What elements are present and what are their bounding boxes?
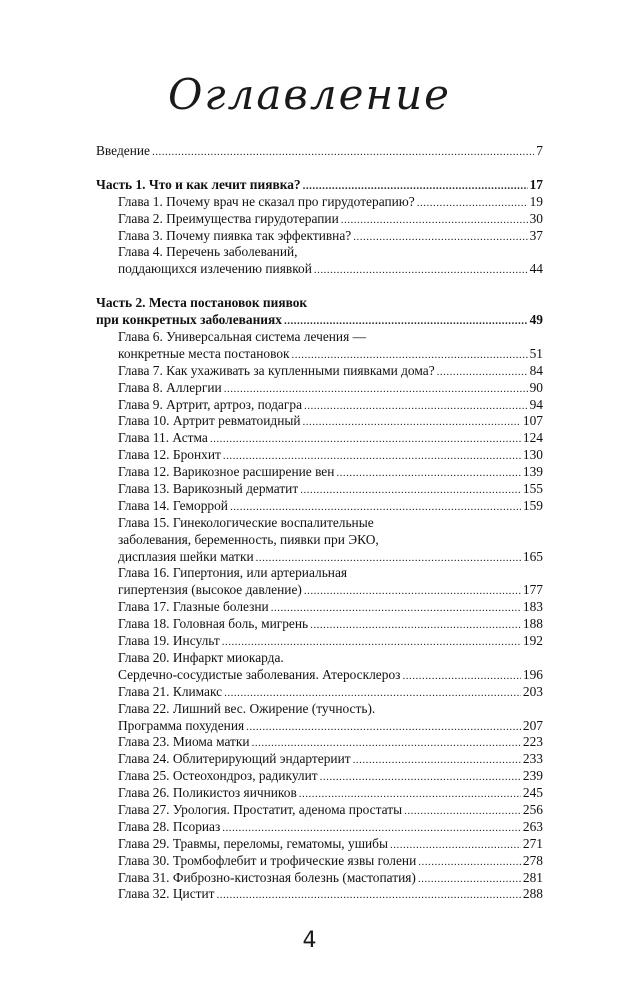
toc-entry-page: 44 xyxy=(529,261,543,277)
toc-entry-page: 192 xyxy=(522,633,543,649)
toc-chapter-entry xyxy=(96,498,543,515)
toc-entry-label: Глава 2. Преимущества гирудотерапии xyxy=(118,210,339,226)
toc-entry-label: Глава 21. Климакс xyxy=(118,683,223,699)
toc-chapter-entry xyxy=(96,397,543,414)
toc-chapter-entry xyxy=(96,515,543,532)
toc-chapter-entry xyxy=(96,734,543,751)
toc-dot-leader xyxy=(230,499,521,516)
toc-chapter-entry xyxy=(96,363,543,380)
toc-entry-page: 245 xyxy=(522,785,543,801)
toc-chapter-entry xyxy=(96,211,543,228)
toc-chapter-entry xyxy=(96,549,543,566)
toc-chapter-entry xyxy=(96,751,543,768)
toc-entry-label: Глава 8. Аллергии xyxy=(118,379,222,395)
toc-entry-page: 84 xyxy=(529,362,543,378)
toc-entry-page: 271 xyxy=(522,835,543,851)
toc-dot-leader xyxy=(224,381,528,398)
toc-entry-page: 183 xyxy=(522,599,543,615)
toc-entry-page: 17 xyxy=(529,176,543,192)
section-gap xyxy=(96,278,543,295)
toc-entry-page: 165 xyxy=(522,548,543,564)
toc-entry-page: 263 xyxy=(522,818,543,834)
toc-entry-label: Глава 12. Варикозное расширение вен xyxy=(118,464,335,480)
toc-entry-label: Глава 32. Цистит xyxy=(118,886,215,902)
toc-entry-page: 51 xyxy=(529,345,543,361)
toc-entry-label: при конкретных заболеваниях xyxy=(96,312,282,328)
section-gap xyxy=(96,160,543,177)
toc-entry-page: 207 xyxy=(522,717,543,733)
toc-entry-label: Введение xyxy=(96,143,150,158)
toc-entry-page: 90 xyxy=(529,379,543,395)
toc-dot-leader xyxy=(252,735,521,752)
toc-dot-leader xyxy=(310,617,521,634)
toc-entry-page: 130 xyxy=(522,447,543,463)
toc-entry-page: 177 xyxy=(522,582,543,598)
toc-chapter-entry xyxy=(96,464,543,481)
toc-part-entry xyxy=(96,295,543,312)
toc-entry-label: Глава 15. Гинекологические воспалительные xyxy=(118,514,374,530)
toc-dot-leader xyxy=(304,583,521,600)
toc-entry-page: 124 xyxy=(522,430,543,446)
toc-chapter-entry xyxy=(96,481,543,498)
toc-entry-label: Глава 27. Урология. Простатит, аденома простаты xyxy=(118,801,403,817)
toc-entry-label: Глава 28. Псориаз xyxy=(118,818,221,834)
toc-entry-label: Сердечно-сосудистые заболевания. Атеросклероз xyxy=(118,666,401,682)
toc-entry-page: 239 xyxy=(522,768,543,784)
toc-chapter-entry xyxy=(96,599,543,616)
toc-entry-label: Часть 2. Места постановок пиявок xyxy=(96,295,308,311)
toc-entry-label: Глава 7. Как ухаживать за купленными пиявками дома? xyxy=(118,362,435,378)
toc-chapter-entry xyxy=(96,718,543,735)
toc-entry-page: 233 xyxy=(522,751,543,767)
toc-entry-page: 7 xyxy=(536,143,543,158)
toc-dot-leader xyxy=(336,465,520,482)
toc-chapter-entry xyxy=(96,532,543,549)
toc-entry-label: Глава 25. Остеохондроз, радикулит xyxy=(118,768,318,784)
toc-chapter-entry xyxy=(96,853,543,870)
toc-dot-leader xyxy=(437,364,528,381)
toc-entry-label: Глава 16. Гипертония, или артериальная xyxy=(118,565,348,581)
toc-entry-page: 288 xyxy=(522,886,543,902)
toc-entry-page: 159 xyxy=(522,497,543,513)
toc-dot-leader xyxy=(152,144,534,161)
toc-chapter-entry xyxy=(96,447,543,464)
toc-dot-leader xyxy=(353,752,521,769)
toc-chapter-entry xyxy=(96,667,543,684)
toc-dot-leader xyxy=(303,414,521,431)
toc-entry-page: 278 xyxy=(522,852,543,868)
toc-dot-leader xyxy=(390,837,521,854)
toc-chapter-entry xyxy=(96,870,543,887)
toc-entry-page: 155 xyxy=(522,481,543,497)
toc-dot-leader xyxy=(284,313,528,330)
toc-part-entry xyxy=(96,177,543,194)
table-of-contents xyxy=(96,143,543,903)
toc-chapter-entry xyxy=(96,565,543,582)
toc-dot-leader xyxy=(418,854,521,871)
toc-entry-page: 30 xyxy=(529,210,543,226)
toc-part-entry xyxy=(96,312,543,329)
toc-entry-label: Глава 1. Почему врач не сказал про гирудотерапию? xyxy=(118,193,415,209)
toc-chapter-entry xyxy=(96,650,543,667)
toc-chapter-entry xyxy=(96,194,543,211)
toc-entry-label: Глава 29. Травмы, переломы, гематомы, ушибы xyxy=(118,835,388,851)
toc-chapter-entry xyxy=(96,582,543,599)
toc-dot-leader xyxy=(404,803,521,820)
toc-entry-page: 196 xyxy=(522,666,543,682)
toc-dot-leader xyxy=(353,229,527,246)
toc-entry-label: Глава 4. Перечень заболеваний, xyxy=(118,244,298,260)
toc-entry-page: 107 xyxy=(522,413,543,429)
toc-entry-page: 139 xyxy=(522,464,543,480)
toc-chapter-entry xyxy=(96,819,543,836)
toc-dot-leader xyxy=(222,634,521,651)
toc-entry-label: Глава 3. Почему пиявка так эффективна? xyxy=(118,227,352,243)
toc-chapter-entry xyxy=(96,684,543,701)
toc-chapter-entry xyxy=(96,802,543,819)
toc-dot-leader xyxy=(222,820,521,837)
toc-chapter-entry xyxy=(96,380,543,397)
toc-entry-label: Глава 19. Инсульт xyxy=(118,633,220,649)
toc-entry-label: Глава 13. Варикозный дерматит xyxy=(118,481,299,497)
toc-dot-leader xyxy=(217,887,521,904)
toc-entry-label: Глава 22. Лишний вес. Ожирение (тучность). xyxy=(118,700,376,716)
toc-chapter-entry xyxy=(96,346,543,363)
toc-entry-label: Глава 9. Артрит, артроз, подагра xyxy=(118,396,303,412)
toc-dot-leader xyxy=(417,195,528,212)
toc-dot-leader xyxy=(271,600,521,617)
toc-entry-page: 256 xyxy=(522,801,543,817)
toc-entry-label: заболевания, беременность, пиявки при ЭКО, xyxy=(118,531,379,547)
toc-entry-page: 203 xyxy=(522,683,543,699)
toc-dot-leader xyxy=(292,347,528,364)
toc-entry-label: Глава 14. Геморрой xyxy=(118,497,228,513)
toc-chapter-entry xyxy=(96,228,543,245)
toc-dot-leader xyxy=(341,212,528,229)
toc-chapter-entry xyxy=(96,768,543,785)
toc-entry-label: Глава 12. Бронхит xyxy=(118,447,221,463)
toc-entry-label: Глава 10. Артрит ревматоидный xyxy=(118,413,301,429)
toc-entry-page: 188 xyxy=(522,616,543,632)
toc-entry-label: Глава 6. Универсальная система лечения — xyxy=(118,329,366,345)
toc-chapter-entry xyxy=(96,633,543,650)
toc-entry-label: Глава 24. Облитерирующий эндартериит xyxy=(118,751,351,767)
toc-entry-page: 223 xyxy=(522,734,543,750)
toc-dot-leader xyxy=(418,871,521,888)
toc-dot-leader xyxy=(299,786,521,803)
toc-chapter-entry xyxy=(96,143,543,160)
toc-entry-label: Глава 17. Глазные болезни xyxy=(118,599,269,615)
toc-entry-page: 94 xyxy=(529,396,543,412)
toc-entry-label: Глава 31. Фиброзно-кистозная болезнь (мастопатия) xyxy=(118,869,416,885)
toc-dot-leader xyxy=(246,719,521,736)
toc-entry-label: поддающихся излечению пиявкой xyxy=(118,261,312,277)
page-number: 4 xyxy=(302,928,317,953)
toc-entry-label: Глава 23. Миома матки xyxy=(118,734,250,750)
toc-chapter-entry xyxy=(96,244,543,261)
toc-entry-label: Программа похудения xyxy=(118,717,245,733)
toc-entry-label: дисплазия шейки матки xyxy=(118,548,254,564)
toc-chapter-entry xyxy=(96,616,543,633)
toc-dot-leader xyxy=(303,178,528,195)
toc-entry-page: 49 xyxy=(529,312,543,328)
toc-dot-leader xyxy=(300,482,521,499)
toc-dot-leader xyxy=(256,550,521,567)
toc-chapter-entry xyxy=(96,836,543,853)
toc-entry-page: 19 xyxy=(529,193,543,209)
toc-chapter-entry xyxy=(96,430,543,447)
toc-dot-leader xyxy=(223,448,521,465)
toc-entry-label: Часть 1. Что и как лечит пиявка? xyxy=(96,176,301,192)
toc-chapter-entry xyxy=(96,785,543,802)
toc-chapter-entry xyxy=(96,261,543,278)
toc-entry-label: Глава 11. Астма xyxy=(118,430,208,446)
toc-entry-page: 37 xyxy=(529,227,543,243)
toc-entry-label: Глава 20. Инфаркт миокарда. xyxy=(118,649,284,665)
toc-entry-page: 281 xyxy=(522,869,543,885)
toc-dot-leader xyxy=(402,668,520,685)
toc-entry-label: гипертензия (высокое давление) xyxy=(118,582,302,598)
toc-entry-label: конкретные места постановок xyxy=(118,345,290,361)
toc-dot-leader xyxy=(304,398,528,415)
toc-chapter-entry xyxy=(96,329,543,346)
toc-dot-leader xyxy=(314,262,528,279)
toc-dot-leader xyxy=(224,685,521,702)
toc-chapter-entry xyxy=(96,413,543,430)
toc-chapter-entry xyxy=(96,701,543,718)
page-title: Оглавление xyxy=(167,70,452,119)
toc-dot-leader xyxy=(320,769,521,786)
toc-entry-label: Глава 30. Тромбофлебит и трофические язвы голени xyxy=(118,852,417,868)
toc-chapter-entry xyxy=(96,886,543,903)
toc-dot-leader xyxy=(210,431,521,448)
toc-entry-label: Глава 26. Поликистоз яичников xyxy=(118,785,297,801)
toc-entry-label: Глава 18. Головная боль, мигрень xyxy=(118,616,309,632)
